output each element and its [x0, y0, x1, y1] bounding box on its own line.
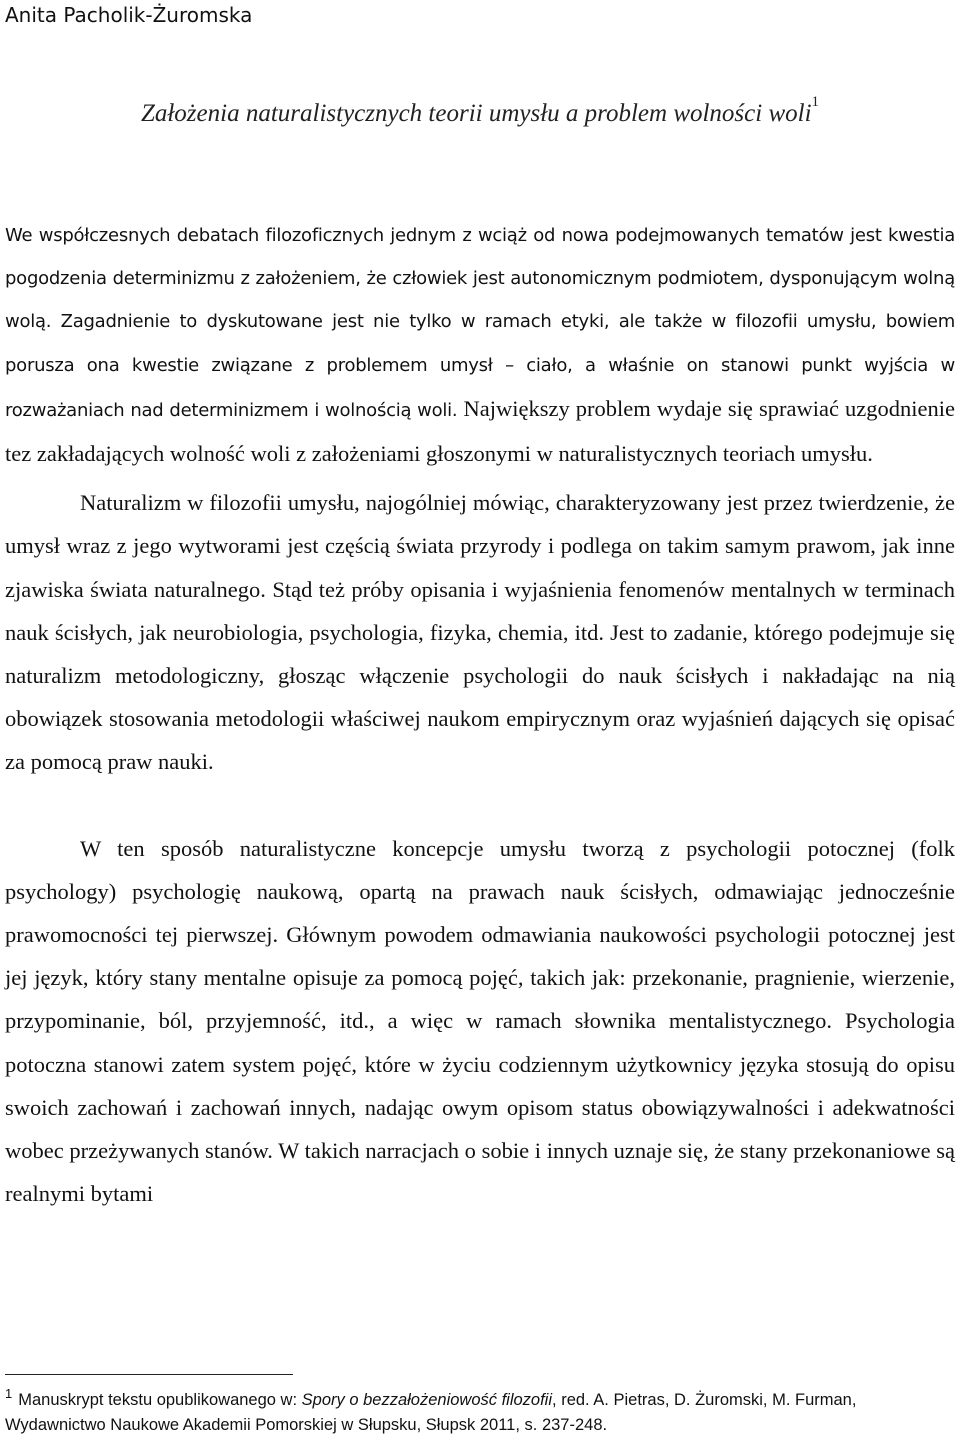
footnote-text-after: , red. A. Pietras, D. Żuromski, M. Furman, Wydawnictwo Naukowe Akademii Pomorskiej w Słupsku, Słupsk 2011, s. 237-248.	[5, 1391, 857, 1434]
footnote-reference[interactable]: 1	[811, 94, 820, 110]
article-body	[5, 214, 955, 1215]
footnote-book-title: Spory o bezzałożeniowość filozofii	[301, 1391, 553, 1409]
paragraph-2: Naturalizm w filozofii umysłu, najogólniej mówiąc, charakteryzowany jest przez twierdzenie, że umysł wraz z jego wytworami jest częścią świata przyrody i podlega on takim samym prawom, jak inne zjawiska świata naturalnego. Stąd też próby opisania i wyjaśnienia fenomenów mentalnych w terminach nauk ścisłych, jak neurobiologia, psychologia, fizyka, chemia, itd. Jest to zadanie, którego podejmuje się naturalizm metodologiczny, głosząc włączenie psychologii do nauk ścisłych i nakładając na nią obowiązek stosowania metodologii właściwej naukom empirycznym oraz wyjaśnień dających się opisać za pomocą praw nauki.	[5, 490, 955, 775]
footnote-number: 1	[5, 1386, 13, 1401]
article-title-text: Założenia naturalistycznych teorii umysłu a problem wolności woli	[140, 100, 812, 127]
footnote	[5, 1388, 955, 1438]
footnote-separator	[5, 1374, 293, 1375]
author-name: Anita Pacholik-Żuromska	[5, 3, 253, 27]
paragraph-1-part-a: We współczesnych debatach filozoficznych jednym z wciąż od nowa podejmowanych tematów jest kwestia pogodzenia determinizmu z założeniem, że człowiek jest autonomicznym podmiotem, dysponującym wolną wolą. Zagadnienie to dyskutowane jest nie tylko w ramach etyki, ale także w filozofii umysłu, bowiem porusza ona kwestie związane z problemem umysł – ciało, a właśnie on stanowi punkt wyjścia w rozważaniach nad determinizmem i wolnością woli.	[5, 225, 955, 421]
paragraph-1	[5, 214, 955, 475]
paragraph-1-part-b: Największy problem wydaje się sprawiać uzgodnienie tez zakładających wolność woli z założeniami głoszonymi w naturalistycznych teoriach umysłu.	[5, 395, 955, 467]
footnote-text-before: Manuskrypt tekstu opublikowanego w:	[18, 1391, 302, 1409]
paragraph-3: W ten sposób naturalistyczne koncepcje umysłu tworzą z psychologii potocznej (folk psychology) psychologię naukową, opartą na prawach nauk ścisłych, odmawiając jednocześnie prawomocności tej pierwszej. Głównym powodem odmawiania naukowości psychologii potocznej jest jej język, który stany mentalne opisuje za pomocą pojęć, takich jak: przekonanie, pragnienie, wierzenie, przypominanie, ból, przyjemność, itd., a więc w ramach słownika mentalistycznego. Psychologia potoczna stanowi zatem system pojęć, które w życiu codziennym użytkownicy języka stosują do opisu swoich zachowań i zachowań innych, nadając owym opisom status obowiązywalności i adekwatności wobec przeżywanych stanów. W takich narracjach o sobie i innych uznaje się, że stany przekonaniowe są realnymi bytami	[5, 835, 955, 1207]
article-title	[0, 94, 960, 130]
